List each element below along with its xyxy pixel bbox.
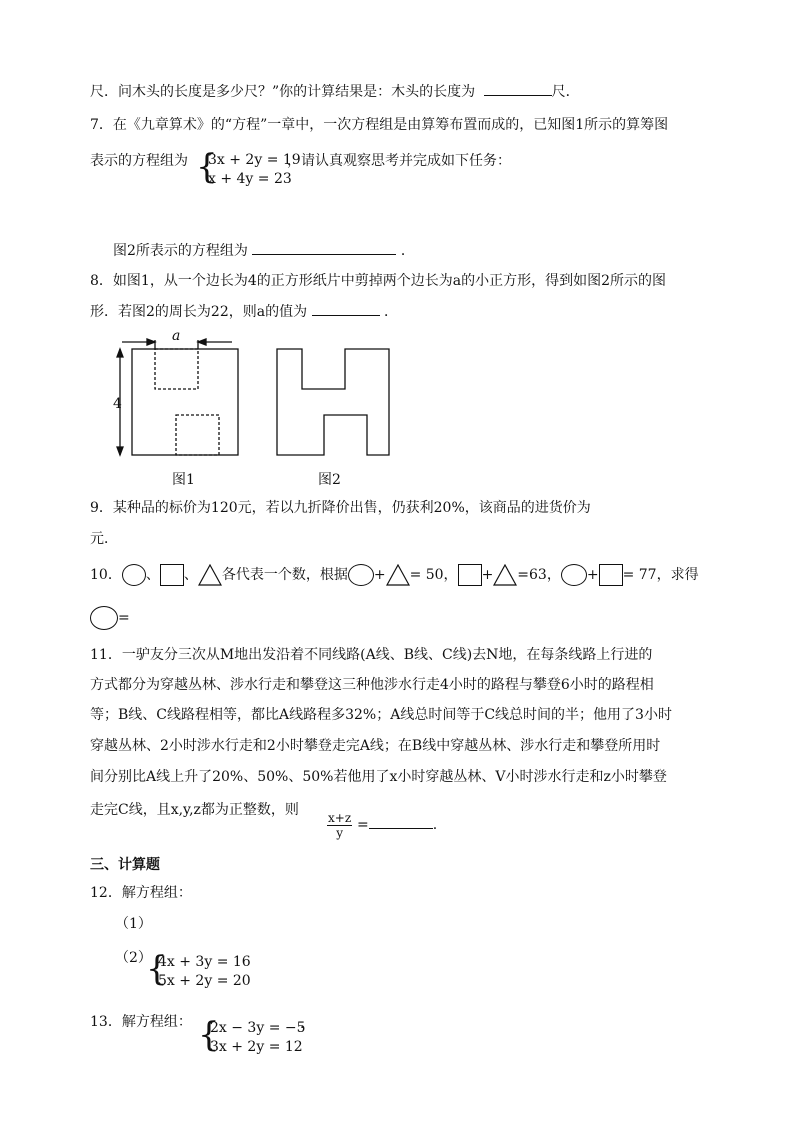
figure-1 — [117, 339, 238, 455]
fig1-outer-square — [132, 349, 238, 455]
q8-line2-text: 形．若图2的周长为22，则a的值为 — [90, 304, 308, 320]
q7-task-end: ． — [400, 243, 415, 259]
fig1-caption: 图1 — [172, 472, 195, 488]
q12-title: 12．解方程组： — [90, 885, 192, 901]
q8-line2-end: ． — [383, 304, 398, 320]
square-icon — [599, 564, 623, 586]
q7-eq2: x + 4y = 23 — [208, 171, 292, 187]
q11-frac-numerator: x+z — [328, 811, 352, 825]
q10-plus-b: + — [481, 567, 494, 583]
q11-line3: 等；B线、C线路程相等，都比A线路程多32%；A线总时间等于C线总时间的半；他用了3小时 — [90, 707, 672, 723]
q12-eq1: 4x + 3y = 16 — [158, 954, 251, 970]
q10-sep2: 、 — [183, 567, 198, 583]
circle-icon — [561, 564, 587, 586]
q12-part2: （2） — [115, 950, 152, 966]
q7-line2-suffix: ，请认真观察思考并完成如下任务： — [287, 153, 511, 169]
q7-eq1: 3x + 2y = 19 — [208, 152, 301, 168]
fig1-label-4: 4 — [113, 396, 122, 412]
q13-end: ． — [300, 1016, 314, 1032]
q10-text1: 各代表一个数，根据 — [221, 567, 348, 583]
fig1-arrowhead-a-left — [147, 339, 155, 345]
q10-plus-c: + — [586, 567, 599, 583]
q12-eq2: 5x + 2y = 20 — [158, 973, 251, 989]
q7-line2-prefix: 表示的方程组为 — [90, 153, 188, 169]
q7-brace: { — [196, 147, 218, 187]
triangle-icon — [493, 564, 517, 586]
q11-fraction — [327, 811, 352, 840]
circle-icon — [348, 564, 374, 586]
q12-part1: （1） — [115, 916, 152, 932]
q7-line1: 7．在《九章算术》的“方程”一章中，一次方程组是由算筹布置而成的，已知图1所示的算筹图 — [90, 117, 669, 133]
circle-icon — [90, 606, 118, 630]
q11-answer-blank[interactable] — [369, 814, 433, 829]
q7-task-text: 图2所表示的方程组为 — [113, 243, 248, 259]
q13-eq2: 3x + 2y = 12 — [210, 1039, 303, 1055]
fig1-arrowhead-4-bottom — [117, 447, 123, 455]
triangle-icon — [386, 564, 410, 586]
circle-icon — [122, 564, 146, 586]
q11-end: . — [432, 817, 438, 833]
q11-line4: 穿越丛林、2小时涉水行走和2小时攀登走完A线；在B线中穿越丛林、涉水行走和攀登所用时 — [90, 738, 661, 754]
q6-tail-text: 尺．问木头的长度是多少尺？”你的计算结果是：木头的长度为 — [90, 84, 476, 100]
q9-line2: 元． — [90, 531, 118, 547]
q6-unit: 尺． — [551, 84, 580, 100]
square-icon — [458, 564, 482, 586]
q10-sep1: 、 — [145, 567, 160, 583]
triangle-icon — [198, 564, 222, 586]
q10-eq-end: = — [118, 610, 130, 626]
q12-brace: { — [146, 949, 168, 989]
q13-title: 13．解方程组： — [90, 1014, 192, 1030]
q10-eq-a: = 50， — [409, 567, 458, 583]
q10-eq-b: =63， — [517, 567, 561, 583]
q11-equals: = — [357, 817, 369, 833]
q12-equation-system — [146, 951, 256, 991]
q10-line2 — [90, 606, 130, 630]
q11-answer-line — [357, 814, 437, 835]
q13-equation-system — [198, 1017, 308, 1057]
q10-line1 — [90, 564, 699, 586]
section-3-title: 三、计算题 — [90, 857, 160, 873]
q8-line1: 8．如图1，从一个边长为4的正方形纸片中剪掉两个边长为a的小正方形，得到如图2所示的图 — [90, 273, 666, 289]
q11-frac-denominator: y — [336, 826, 343, 840]
q13-brace: { — [198, 1015, 220, 1055]
q11-line2: 方式都分为穿越丛林、涉水行走和攀登这三种他涉水行走4小时的路程与攀登6小时的路程相 — [90, 677, 654, 693]
q10-eq-c: = 77，求得 — [622, 567, 699, 583]
q10-number: 10． — [90, 567, 122, 583]
q11-line1: 11．一驴友分三次从M地出发沿着不同线路(A线、B线、C线)去N地，在每条线路上行进的 — [90, 647, 653, 663]
fig1-arrowhead-a-right — [198, 339, 206, 345]
fig1-cut-square-top — [155, 349, 198, 389]
fig1-arrowhead-4-top — [117, 349, 123, 357]
q13-eq1: 2x − 3y = −5 — [210, 1020, 306, 1036]
figure-2 — [277, 349, 389, 455]
fig1-label-a: a — [172, 328, 181, 344]
fig1-cut-square-bottom — [176, 415, 219, 455]
q11-line6: 走完C线，且x,y,z都为正整数，则 — [90, 802, 299, 818]
q10-plus-a: + — [373, 567, 386, 583]
q11-line5: 间分别比A线上升了20%、50%、50%若他用了x小时穿越丛林、V小时涉水行走和z小时攀登 — [90, 769, 667, 785]
fig2-caption: 图2 — [318, 472, 341, 488]
q9-line1: 9．某种品的标价为120元，若以九折降价出售，仍获利20%，该商品的进货价为 — [90, 500, 591, 516]
square-icon — [160, 564, 184, 586]
